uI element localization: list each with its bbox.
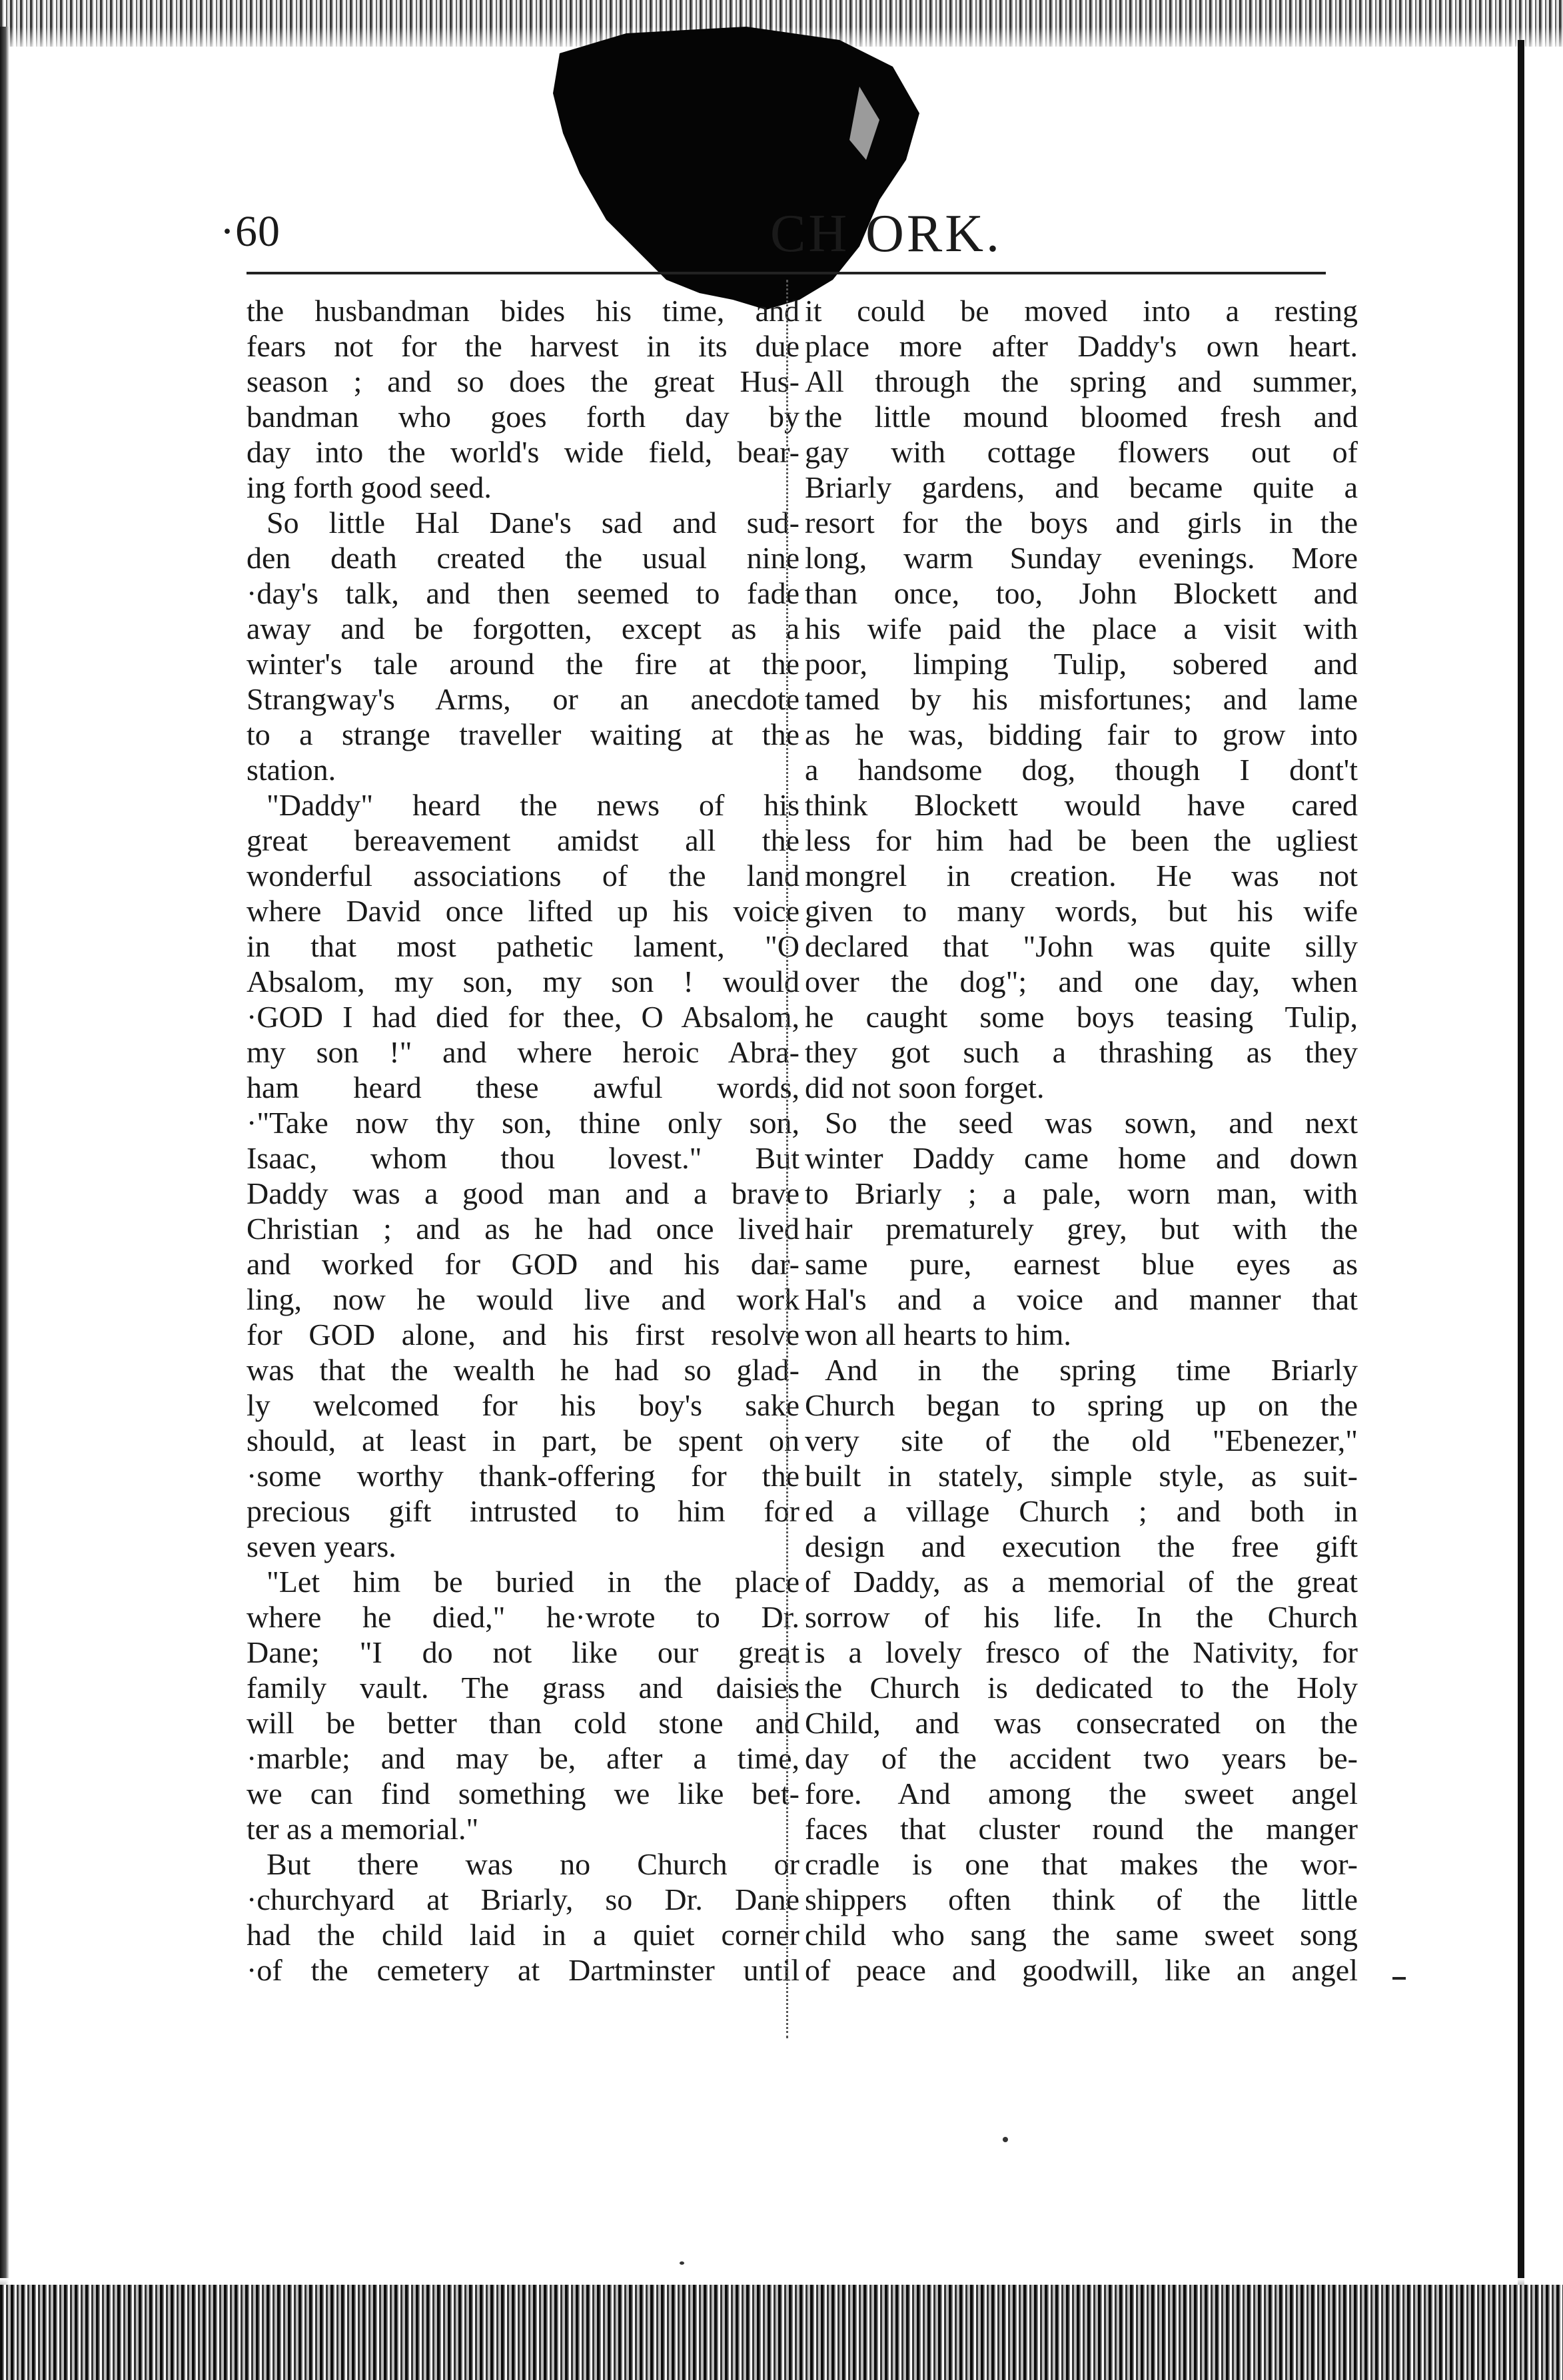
text-line: to a strange traveller waiting at the: [247, 717, 799, 751]
ink-speck: [1003, 2137, 1008, 2142]
text-line: less for him had be been the ugliest: [805, 823, 1358, 857]
text-line: gay with cottage flowers out of: [805, 435, 1358, 469]
page-number: ·60: [220, 207, 280, 256]
text-line: they got such a thrashing as they: [805, 1035, 1358, 1069]
text-line: Briarly gardens, and became quite a: [805, 470, 1358, 504]
text-line: won all hearts to him.: [805, 1318, 1071, 1352]
text-line: my son !" and where heroic Abra-: [247, 1035, 799, 1069]
text-line: same pure, earnest blue eyes as: [805, 1247, 1358, 1281]
text-line: ing forth good seed.: [247, 470, 492, 504]
text-line: wonderful associations of the land: [247, 859, 799, 893]
text-line: a handsome dog, though I dont't: [805, 753, 1358, 787]
text-line: Isaac, whom thou lovest." But: [247, 1141, 799, 1175]
text-line: fears not for the harvest in its due: [247, 329, 799, 363]
text-line: ·GOD I had died for thee, O Absalom,: [247, 1000, 799, 1034]
text-line: of Daddy, as a memorial of the great: [805, 1565, 1358, 1599]
text-line: ·some worthy thank-offering for the: [247, 1459, 799, 1493]
text-line: Daddy was a good man and a brave: [247, 1176, 799, 1210]
text-line: was that the wealth he had so glad-: [247, 1353, 799, 1387]
text-line: mongrel in creation. He was not: [805, 859, 1358, 893]
text-line: we can find something we like bet-: [247, 1777, 799, 1810]
text-line: But there was no Church or: [266, 1847, 799, 1881]
column-divider: [786, 280, 788, 2038]
text-line: "Let him be buried in the place: [266, 1565, 799, 1599]
text-line: where David once lifted up his voice: [247, 894, 799, 928]
text-line: ·"Take now thy son, thine only son,: [247, 1106, 799, 1140]
text-line: So the seed was sown, and next: [825, 1106, 1358, 1140]
text-line: ly welcomed for his boy's sake: [247, 1388, 799, 1422]
text-line: day into the world's wide field, bear-: [247, 435, 799, 469]
text-line: faces that cluster round the manger: [805, 1812, 1358, 1846]
margin-dash: [1392, 1977, 1406, 1980]
text-line: the husbandman bides his time, and: [247, 294, 799, 328]
text-line: resort for the boys and girls in the: [805, 506, 1358, 540]
text-line: and worked for GOD and his dar-: [247, 1247, 799, 1281]
text-line: did not soon forget.: [805, 1070, 1045, 1104]
text-line: great bereavement amidst all the: [247, 823, 799, 857]
text-line: than once, too, John Blockett and: [805, 576, 1358, 610]
text-line: ter as a memorial.": [247, 1812, 479, 1846]
text-line: tamed by his misfortunes; and lame: [805, 682, 1358, 716]
text-line: hair prematurely grey, but with the: [805, 1212, 1358, 1246]
text-line: And in the spring time Briarly: [825, 1353, 1358, 1387]
text-line: poor, limping Tulip, sobered and: [805, 647, 1358, 681]
text-line: bandman who goes forth day by: [247, 400, 799, 434]
running-title: CH ORK.: [770, 204, 1003, 263]
text-line: given to many words, but his wife: [805, 894, 1358, 928]
text-line: "Daddy" heard the news of his: [266, 788, 799, 822]
scan-edge-bottom: [0, 2285, 1563, 2380]
text-line: Church began to spring up on the: [805, 1388, 1358, 1422]
text-line: Hal's and a voice and manner that: [805, 1282, 1358, 1316]
text-line: the Church is dedicated to the Holy: [805, 1671, 1358, 1705]
text-line: winter Daddy came home and down: [805, 1141, 1358, 1175]
text-line: of peace and goodwill, like an angel: [805, 1953, 1358, 1987]
text-line: All through the spring and summer,: [805, 364, 1358, 398]
text-line: Child, and was consecrated on the: [805, 1706, 1358, 1740]
page-edge-right: [1518, 40, 1524, 2291]
text-line: ling, now he would live and work: [247, 1282, 799, 1316]
text-line: long, warm Sunday evenings. More: [805, 541, 1358, 575]
header-rule: [247, 272, 1326, 274]
text-line: station.: [247, 753, 336, 787]
text-line: should, at least in part, be spent on: [247, 1423, 799, 1457]
text-line: to Briarly ; a pale, worn man, with: [805, 1176, 1358, 1210]
text-line: where he died," he·wrote to Dr.: [247, 1600, 799, 1634]
text-line: is a lovely fresco of the Nativity, for: [805, 1635, 1358, 1669]
text-line: shippers often think of the little: [805, 1882, 1358, 1916]
text-line: design and execution the free gift: [805, 1529, 1358, 1563]
text-line: declared that "John was quite silly: [805, 929, 1358, 963]
text-line: sorrow of his life. In the Church: [805, 1600, 1358, 1634]
text-column-right: [805, 293, 1358, 2052]
text-line: as he was, bidding fair to grow into: [805, 717, 1358, 751]
text-line: built in stately, simple style, as suit-: [805, 1459, 1358, 1493]
text-line: ham heard these awful words,: [247, 1070, 799, 1104]
text-line: away and be forgotten, except as a: [247, 611, 799, 645]
text-line: seven years.: [247, 1529, 396, 1563]
text-line: day of the accident two years be-: [805, 1741, 1358, 1775]
text-line: family vault. The grass and daisies: [247, 1671, 799, 1705]
text-line: over the dog"; and one day, when: [805, 965, 1358, 998]
text-line: in that most pathetic lament, "O: [247, 929, 799, 963]
text-line: will be better than cold stone and: [247, 1706, 799, 1740]
text-line: ·churchyard at Briarly, so Dr. Dane: [247, 1882, 799, 1916]
text-line: ·day's talk, and then seemed to fade: [247, 576, 799, 610]
text-line: he caught some boys teasing Tulip,: [805, 1000, 1358, 1034]
page-header: [220, 193, 1352, 280]
text-line: very site of the old "Ebenezer,": [805, 1423, 1358, 1457]
text-line: it could be moved into a resting: [805, 294, 1358, 328]
text-line: Dane; "I do not like our great: [247, 1635, 799, 1669]
text-line: child who sang the same sweet song: [805, 1918, 1358, 1952]
text-line: had the child laid in a quiet corner: [247, 1918, 799, 1952]
text-line: ·marble; and may be, after a time,: [247, 1741, 799, 1775]
text-line: his wife paid the place a visit with: [805, 611, 1358, 645]
text-line: season ; and so does the great Hus-: [247, 364, 799, 398]
text-line: the little mound bloomed fresh and: [805, 400, 1358, 434]
text-line: cradle is one that makes the wor-: [805, 1847, 1358, 1881]
text-line: fore. And among the sweet angel: [805, 1777, 1358, 1810]
text-line: Christian ; and as he had once lived: [247, 1212, 799, 1246]
text-line: for GOD alone, and his first resolve: [247, 1318, 799, 1352]
text-line: winter's tale around the fire at the: [247, 647, 799, 681]
ink-speck: [680, 2261, 684, 2265]
text-line: den death created the usual nine: [247, 541, 799, 575]
text-line: Absalom, my son, my son ! would: [247, 965, 799, 998]
text-line: precious gift intrusted to him for: [247, 1494, 799, 1528]
page-edge-left: [0, 27, 9, 2305]
text-line: ·of the cemetery at Dartminster until: [247, 1953, 799, 1987]
text-line: Strangway's Arms, or an anecdote: [247, 682, 799, 716]
text-line: think Blockett would have cared: [805, 788, 1358, 822]
text-column-left: [247, 293, 799, 2052]
text-line: So little Hal Dane's sad and sud-: [266, 506, 799, 540]
text-line: ed a village Church ; and both in: [805, 1494, 1358, 1528]
text-line: place more after Daddy's own heart.: [805, 329, 1358, 363]
